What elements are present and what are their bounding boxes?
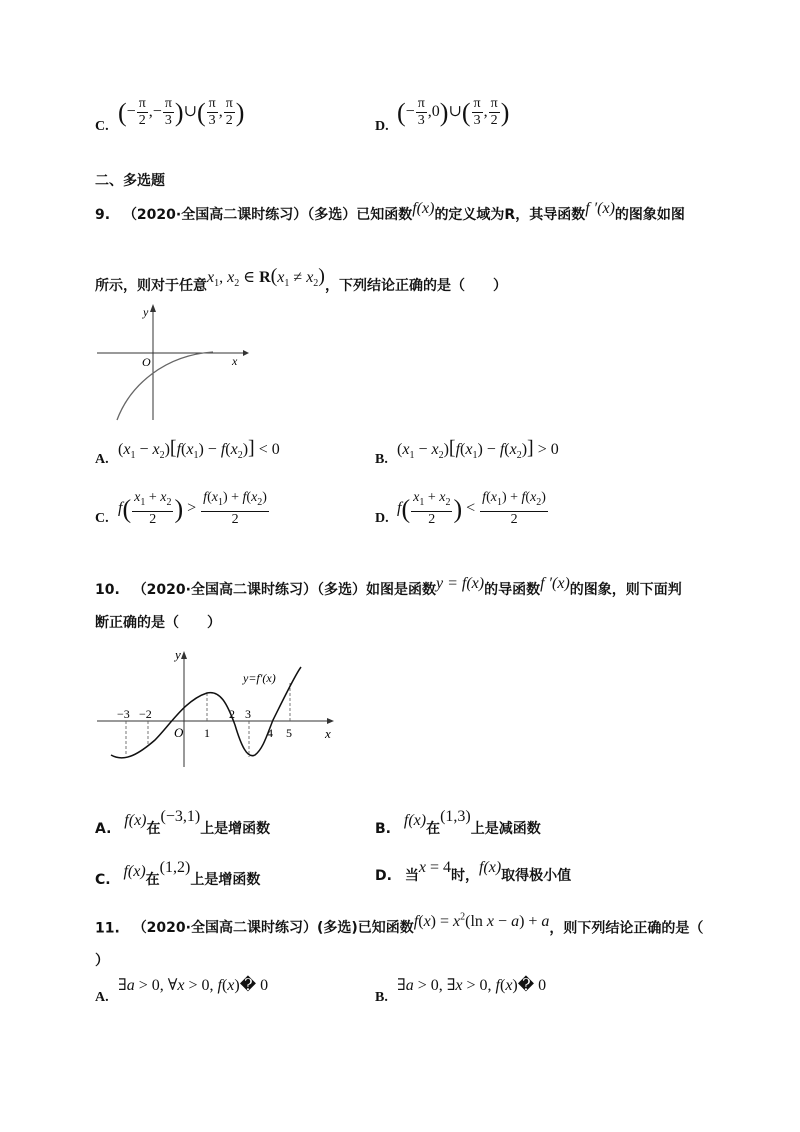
q10-line-1 bbox=[95, 575, 682, 599]
q10-option-b-fx: f(x) bbox=[403, 812, 427, 829]
q8-option-d-label: D. bbox=[375, 119, 389, 134]
q10-tick-label: −3 bbox=[117, 707, 130, 721]
q9-text-2: 的图象如图 bbox=[614, 207, 685, 223]
q10-fprime-x: f ′(x) bbox=[540, 575, 570, 592]
q10-option-b-interval: (1,3) bbox=[440, 808, 471, 825]
q9-option-c-label: C. bbox=[95, 511, 109, 526]
q10-option-a-interval: (−3,1) bbox=[160, 808, 201, 825]
q10-option-a-in: 在 bbox=[146, 821, 161, 837]
q11-line-2: ） bbox=[95, 953, 109, 969]
q9-y-arrow bbox=[150, 304, 156, 312]
q9-option-a-formula: $(x_1 - x_2)[f(x_1) - f(x_2)] < 0$ bbox=[118, 437, 280, 462]
q9-text-4: ，下列结论正确的是（ ） bbox=[324, 278, 507, 294]
q10-tick-label: −2 bbox=[139, 707, 152, 721]
q10-option-c bbox=[95, 859, 260, 889]
q9-line-2 bbox=[95, 265, 507, 295]
q10-option-a-label: A. bbox=[95, 821, 112, 837]
q10-tick-label: 4 bbox=[267, 726, 273, 740]
q10-x-arrow bbox=[327, 718, 334, 724]
q8-option-d-formula: (− $\frac{\pi}{3}$ ,0)∪( $\frac{\pi}{3}$ , $\frac{\pi}{2}$ ) bbox=[397, 96, 510, 128]
q10-x-label: x bbox=[325, 726, 331, 741]
q10-option-d-text: 取得极小值 bbox=[501, 868, 572, 884]
q10-tick-label: 2 bbox=[229, 707, 235, 721]
q10-option-a-text: 上是增函数 bbox=[200, 821, 271, 837]
q9-text-3: 所示，则对于任意 bbox=[95, 278, 207, 294]
q9-text-1: 的定义域为R，其导函数 bbox=[434, 207, 586, 223]
q10-option-d bbox=[375, 859, 571, 885]
q10-graph bbox=[95, 645, 340, 770]
q11-line-1 bbox=[95, 912, 703, 937]
q10-option-d-pre: 当 bbox=[404, 868, 419, 884]
q10-option-b-in: 在 bbox=[426, 821, 441, 837]
q9-graph bbox=[95, 300, 250, 425]
q11-source: （2020·全国高二课时练习）(多选)已知函数 bbox=[132, 920, 414, 937]
q10-option-d-mid: 时， bbox=[450, 868, 479, 884]
q11-option-b-label: B. bbox=[375, 990, 388, 1005]
q9-derivative-curve bbox=[117, 352, 213, 420]
q9-option-c-formula: f( $\frac{x_1 + x_2}{2}$ ) > $\frac{f(x_1) + f(x_2)}{2}$ bbox=[118, 490, 267, 527]
q11-function: $f(x) = x^2(\ln$ x − a) + a bbox=[413, 912, 550, 931]
q11-text-1: ，则下列结论正确的是（ bbox=[549, 920, 704, 937]
q10-option-d-fx: f(x) bbox=[478, 859, 502, 876]
q10-y-arrow bbox=[181, 651, 187, 659]
q9-number: 9. bbox=[95, 207, 111, 223]
q11-number: 11. bbox=[95, 920, 120, 937]
q9-option-d-formula: f( $\frac{x_1 + x_2}{2}$ ) < $\frac{f(x_1) + f(x_2)}{2}$ bbox=[397, 490, 546, 527]
q9-source: （2020·全国高二课时练习）（多选）已知函数 bbox=[122, 207, 413, 223]
q10-line-2: 断正确的是（ ） bbox=[95, 615, 221, 631]
q10-source: （2020·全国高二课时练习）（多选）如图是函数 bbox=[132, 582, 436, 598]
q9-option-b-label: B. bbox=[375, 452, 388, 467]
q10-option-b-text: 上是减函数 bbox=[470, 821, 541, 837]
q10-y-equals-fx: y = f(x) bbox=[435, 575, 485, 592]
q10-option-b bbox=[375, 808, 541, 838]
q10-option-c-label: C. bbox=[95, 872, 111, 888]
q10-option-c-text: 上是增函数 bbox=[190, 872, 261, 888]
q10-text-1: 的导函数 bbox=[484, 582, 541, 598]
q9-f-x: f(x) bbox=[412, 200, 435, 217]
q10-y-label: y bbox=[175, 647, 181, 662]
q10-tick-label: 5 bbox=[286, 726, 292, 740]
q10-tick-label: 1 bbox=[204, 726, 210, 740]
q10-origin-label: O bbox=[174, 725, 184, 740]
q10-text-2: 的图象，则下面判 bbox=[569, 582, 682, 598]
q9-line-1 bbox=[95, 200, 685, 224]
q11-option-b-formula: ∃a > 0, ∃x > 0, f(x)� 0 bbox=[397, 977, 547, 994]
q11-option-a-label: A. bbox=[95, 990, 109, 1005]
section-title: 二、多选题 bbox=[95, 173, 165, 189]
q8-option-c-label: C. bbox=[95, 119, 109, 134]
q9-origin-label: O bbox=[142, 355, 151, 369]
q10-option-c-interval: (1,2) bbox=[159, 859, 191, 876]
q9-y-label: y bbox=[143, 305, 149, 319]
q9-option-a-label: A. bbox=[95, 452, 109, 467]
q8-option-c-formula: (− $\frac{\pi}{2}$ ,− $\frac{\pi}{3}$ )∪( $\frac{\pi}{3}$ , $\frac{\pi}{2}$ ) bbox=[118, 96, 245, 128]
q10-tick-label: 3 bbox=[245, 707, 251, 721]
q10-option-a bbox=[95, 808, 270, 838]
q9-fprime-x: f ′(x) bbox=[585, 200, 615, 217]
q9-option-d-label: D. bbox=[375, 511, 389, 526]
q10-option-c-fx: f(x) bbox=[123, 863, 146, 880]
q10-option-d-label: D. bbox=[375, 868, 392, 884]
q10-option-b-label: B. bbox=[375, 821, 391, 837]
q10-option-d-condition: x = 4 bbox=[418, 859, 451, 876]
q11-option-a-formula: ∃a > 0, ∀x > 0, f(x)� 0 bbox=[118, 977, 269, 994]
q9-x-arrow bbox=[243, 350, 249, 356]
q10-curve-label: y=f′(x) bbox=[243, 671, 276, 685]
q10-option-c-in: 在 bbox=[145, 872, 160, 888]
q10-option-a-fx: f(x) bbox=[124, 812, 147, 829]
q9-option-b-formula: $(x_1 - x_2)[f(x_1) - f(x_2)] > 0$ bbox=[397, 437, 559, 462]
q9-condition: $x_1$, $x_2$ ∈ $R(x_1 \ne x_2)$ bbox=[207, 265, 325, 290]
q10-number: 10. bbox=[95, 582, 120, 598]
q9-x-label: x bbox=[232, 354, 238, 368]
